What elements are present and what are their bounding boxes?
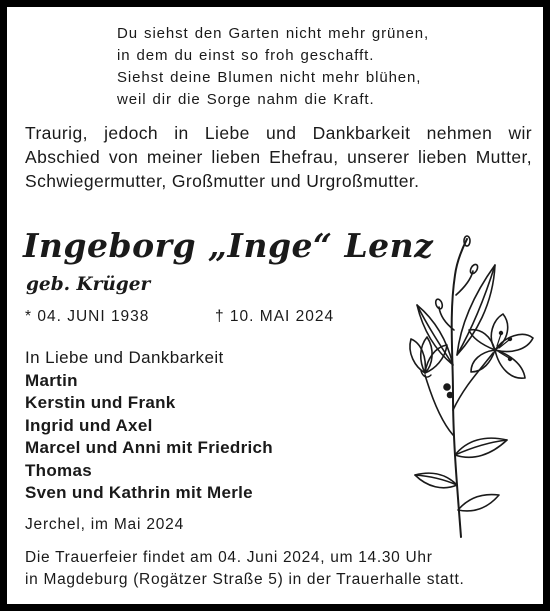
- funeral-service-info: [25, 547, 465, 591]
- deceased-name: Ingeborg „Inge“ Lenz: [23, 226, 434, 265]
- place-and-date: Jerchel, im Mai 2024: [25, 516, 185, 533]
- mourner-name: Kerstin und Frank: [25, 393, 176, 412]
- mourner-name: Martin: [25, 370, 78, 390]
- flower-line-art-icon: [395, 235, 540, 540]
- poem-line: Du siehst den Garten nicht mehr grünen,: [117, 25, 430, 42]
- mourner-name: Sven und Kathrin mit Merle: [25, 483, 253, 502]
- poem-line: in dem du einst so froh geschafft.: [117, 47, 375, 64]
- poem-line: weil dir die Sorge nahm die Kraft.: [117, 91, 375, 108]
- service-line: in Magdeburg (Rogätzer Straße 5) in der Trauerhalle statt.: [25, 571, 465, 588]
- birth-date: * 04. JUNI 1938: [25, 308, 150, 325]
- mourner-name: Marcel und Anni mit Friedrich: [25, 438, 273, 457]
- deceased-birth-name: geb. Krüger: [26, 274, 151, 295]
- mourner-name: Ingrid und Axel: [25, 415, 153, 435]
- mourning-intro-text: Traurig, jedoch in Liebe und Dankbarkeit nehmen wir Abschied von meiner lieben Ehefrau, unserer lieben Mutter, Schwiegermutter, Großmutter und Urgroßmutter.: [25, 123, 532, 191]
- poem: [117, 23, 429, 111]
- mourners-intro: In Liebe und Dankbarkeit: [25, 348, 224, 367]
- mourner-name: Thomas: [25, 460, 92, 480]
- poem-line: Siehst deine Blumen nicht mehr blühen,: [117, 69, 422, 86]
- death-date: † 10. MAI 2024: [215, 308, 335, 325]
- life-dates: [25, 306, 335, 328]
- service-line: Die Trauerfeier findet am 04. Juni 2024, um 14.30 Uhr: [25, 549, 433, 566]
- mourners-list: [25, 347, 273, 505]
